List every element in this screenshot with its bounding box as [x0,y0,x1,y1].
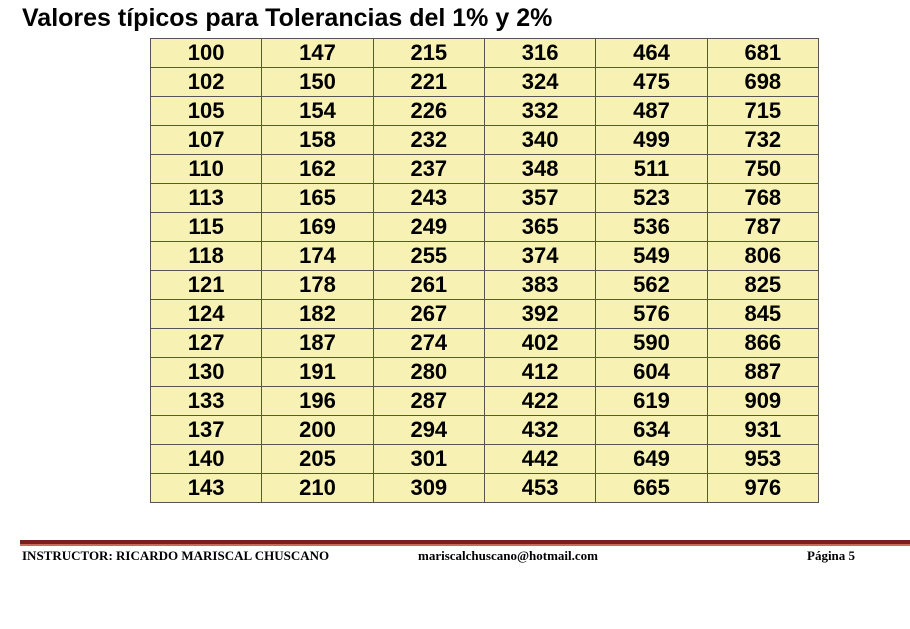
table-row [151,416,819,445]
table-cell: 340 [484,126,595,155]
table-cell: 442 [484,445,595,474]
table-cell: 499 [596,126,707,155]
table-row [151,126,819,155]
table-row [151,184,819,213]
table-cell: 261 [373,271,484,300]
table-row [151,39,819,68]
footer-email: mariscalchuscano@hotmail.com [418,548,598,563]
table-row [151,300,819,329]
table-cell: 432 [484,416,595,445]
table-cell: 158 [262,126,373,155]
tolerance-values-table [150,38,819,503]
table-cell: 634 [596,416,707,445]
table-row [151,242,819,271]
table-cell: 249 [373,213,484,242]
tolerance-values-table-container [150,38,819,503]
table-cell: 147 [262,39,373,68]
table-cell: 909 [707,387,818,416]
table-cell: 562 [596,271,707,300]
table-cell: 165 [262,184,373,213]
table-cell: 887 [707,358,818,387]
table-cell: 453 [484,474,595,503]
table-cell: 383 [484,271,595,300]
footer-instructor: INSTRUCTOR: RICARDO MARISCAL CHUSCANO [22,548,330,563]
table-cell: 768 [707,184,818,213]
table-cell: 681 [707,39,818,68]
table-cell: 255 [373,242,484,271]
table-row [151,387,819,416]
table-cell: 732 [707,126,818,155]
table-cell: 590 [596,329,707,358]
table-cell: 750 [707,155,818,184]
table-cell: 174 [262,242,373,271]
table-cell: 140 [151,445,262,474]
table-cell: 232 [373,126,484,155]
table-cell: 715 [707,97,818,126]
table-cell: 105 [151,97,262,126]
table-cell: 143 [151,474,262,503]
table-cell: 649 [596,445,707,474]
table-cell: 365 [484,213,595,242]
table-cell: 866 [707,329,818,358]
table-cell: 187 [262,329,373,358]
table-row [151,271,819,300]
table-cell: 511 [596,155,707,184]
footer-divider-accent [20,544,910,546]
table-cell: 806 [707,242,818,271]
table-row [151,358,819,387]
table-cell: 357 [484,184,595,213]
table-cell: 412 [484,358,595,387]
table-cell: 374 [484,242,595,271]
table-cell: 182 [262,300,373,329]
table-cell: 464 [596,39,707,68]
table-cell: 604 [596,358,707,387]
table-row [151,329,819,358]
table-cell: 124 [151,300,262,329]
table-cell: 205 [262,445,373,474]
table-cell: 121 [151,271,262,300]
table-cell: 825 [707,271,818,300]
table-cell: 392 [484,300,595,329]
table-cell: 698 [707,68,818,97]
footer-page-number: Página 5 [807,548,856,563]
table-cell: 576 [596,300,707,329]
table-cell: 294 [373,416,484,445]
table-cell: 976 [707,474,818,503]
table-row [151,474,819,503]
table-cell: 267 [373,300,484,329]
table-cell: 110 [151,155,262,184]
table-cell: 536 [596,213,707,242]
table-cell: 130 [151,358,262,387]
table-cell: 113 [151,184,262,213]
table-cell: 191 [262,358,373,387]
table-cell: 422 [484,387,595,416]
table-cell: 324 [484,68,595,97]
table-cell: 162 [262,155,373,184]
table-cell: 316 [484,39,595,68]
table-cell: 309 [373,474,484,503]
table-cell: 200 [262,416,373,445]
table-cell: 221 [373,68,484,97]
table-cell: 787 [707,213,818,242]
table-cell: 118 [151,242,262,271]
table-cell: 931 [707,416,818,445]
table-row [151,155,819,184]
table-cell: 274 [373,329,484,358]
table-cell: 475 [596,68,707,97]
table-row [151,97,819,126]
table-cell: 332 [484,97,595,126]
table-cell: 102 [151,68,262,97]
table-cell: 137 [151,416,262,445]
table-cell: 178 [262,271,373,300]
table-cell: 301 [373,445,484,474]
table-cell: 348 [484,155,595,184]
table-cell: 150 [262,68,373,97]
table-cell: 133 [151,387,262,416]
page-title: Valores típicos para Tolerancias del 1% y 2% [22,4,553,32]
table-cell: 169 [262,213,373,242]
table-cell: 100 [151,39,262,68]
table-cell: 523 [596,184,707,213]
table-cell: 549 [596,242,707,271]
table-cell: 953 [707,445,818,474]
table-cell: 287 [373,387,484,416]
table-row [151,213,819,242]
table-cell: 665 [596,474,707,503]
table-cell: 115 [151,213,262,242]
table-cell: 280 [373,358,484,387]
table-cell: 107 [151,126,262,155]
table-cell: 154 [262,97,373,126]
table-cell: 226 [373,97,484,126]
table-row [151,68,819,97]
table-cell: 210 [262,474,373,503]
table-cell: 196 [262,387,373,416]
table-cell: 845 [707,300,818,329]
table-cell: 237 [373,155,484,184]
table-body [151,39,819,503]
table-cell: 402 [484,329,595,358]
table-cell: 487 [596,97,707,126]
table-cell: 215 [373,39,484,68]
table-row [151,445,819,474]
table-cell: 243 [373,184,484,213]
table-cell: 127 [151,329,262,358]
table-cell: 619 [596,387,707,416]
